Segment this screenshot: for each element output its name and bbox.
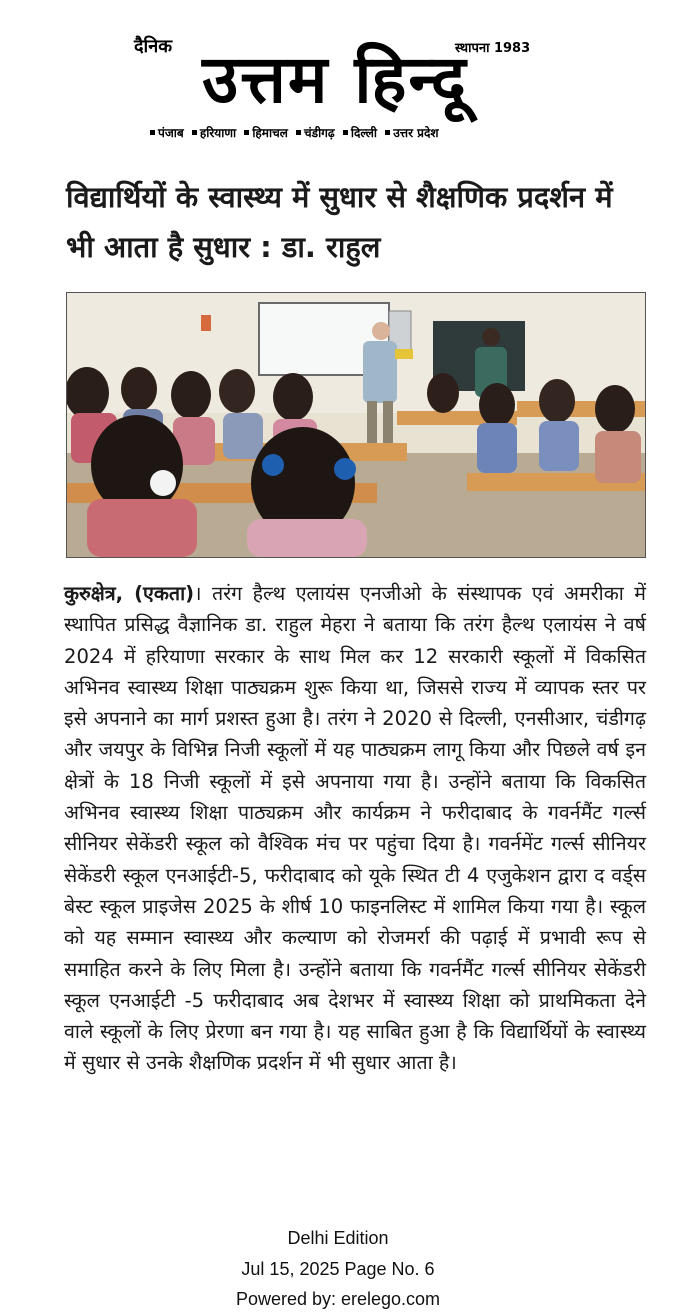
footer-powered-by: Powered by: erelego.com	[235, 1289, 441, 1309]
article-photo	[66, 292, 646, 558]
state-label: दिल्ली	[350, 126, 378, 140]
footer-date-page: Jul 15, 2025 Page No. 6	[241, 1259, 435, 1279]
article-body	[64, 578, 646, 1079]
state-label: पंजाब	[158, 126, 184, 140]
bullet-icon	[244, 130, 249, 135]
bullet-icon	[343, 130, 348, 135]
masthead-established: स्थापना 1983	[455, 41, 531, 56]
masthead-small-title: दैनिक	[134, 36, 173, 57]
bullet-icon	[150, 130, 155, 135]
masthead-states	[146, 124, 439, 141]
state-label: हिमाचल	[252, 126, 288, 140]
state-label: उत्तर प्रदेश	[393, 126, 439, 140]
masthead	[0, 0, 676, 150]
bullet-icon	[192, 130, 197, 135]
masthead-title: उत्तम हिन्दू	[202, 41, 468, 118]
state-label: चंडीगढ़	[304, 126, 335, 140]
bullet-icon	[385, 130, 390, 135]
state-label: हरियाणा	[199, 126, 237, 140]
bullet-icon	[296, 130, 301, 135]
article-headline: विद्यार्थियों के स्वास्थ्य में सुधार से शैक्षणिक प्रदर्शन में भी आता है सुधार : डा. राहुल	[66, 180, 613, 264]
footer-edition: Delhi Edition	[287, 1228, 389, 1248]
article-text: । तरंग हैल्थ एलायंस एनजीओ के संस्थापक एवं अमरीका में स्थापित प्रसिद्ध वैज्ञानिक डा. राहुल मेहरा ने बताया कि तरंग हैल्थ एलायंस ने वर्ष 2024 में हरियाणा सरकार के साथ मिल कर 12 सरकारी स्कूलों में विकसित अभिनव स्वास्थ्य शिक्षा पाठ्यक्रम शुरू किया था, जिससे राज्य में व्यापक स्तर पर इसे अपनाने का मार्ग प्रशस्त हुआ है। तरंग ने 2020 से दिल्ली, एनसीआर, चंडीगढ़ और जयपुर के विभिन्न निजी स्कूलों में यह पाठ्यक्रम लागू किया और पिछले वर्ष इन क्षेत्रों के 18 निजी स्कूलों में इसे अपनाया गया है। उन्होंने बताया कि विकसित अभिनव स्वास्थ्य शिक्षा पाठ्यक्रम और कार्यक्रम ने फरीदाबाद के गवर्नमैंट गर्ल्स सीनियर सेकेंडरी स्कूल को वैश्विक मंच पर पहुंचा दिया है। गवर्नमेंट गर्ल्स सीनियर सेकेंडरी स्कूल एनआईटी-5, फरीदाबाद को यूके स्थित टी 4 एजुकेशन द्वारा द वर्ड्स बेस्ट स्कूल प्राइजेस 2025 के शीर्ष 10 फाइनलिस्ट में शामिल किया गया है। स्कूल को यह सम्मान स्वास्थ्य और कल्याण को रोजमर्रा की पढ़ाई में प्रभावी रूप से समाहित करने के लिए मिला है। उन्होंने बताया कि गवर्नमैंट गर्ल्स सीनियर सेकेंडरी स्कूल एनआईटी -5 फरीदाबाद अब देशभर में स्वास्थ्य शिक्षा को प्राथमिकता देने वाले स्कूलों के लिए प्रेरणा बन गया है। यह साबित हुआ है कि विद्यार्थियों के स्वास्थ्य में सुधार से उनके शैक्षणिक प्रदर्शन में भी सुधार आता है।	[64, 582, 646, 1075]
article-dateline: कुरुक्षेत्र, (एकता)	[64, 582, 195, 605]
